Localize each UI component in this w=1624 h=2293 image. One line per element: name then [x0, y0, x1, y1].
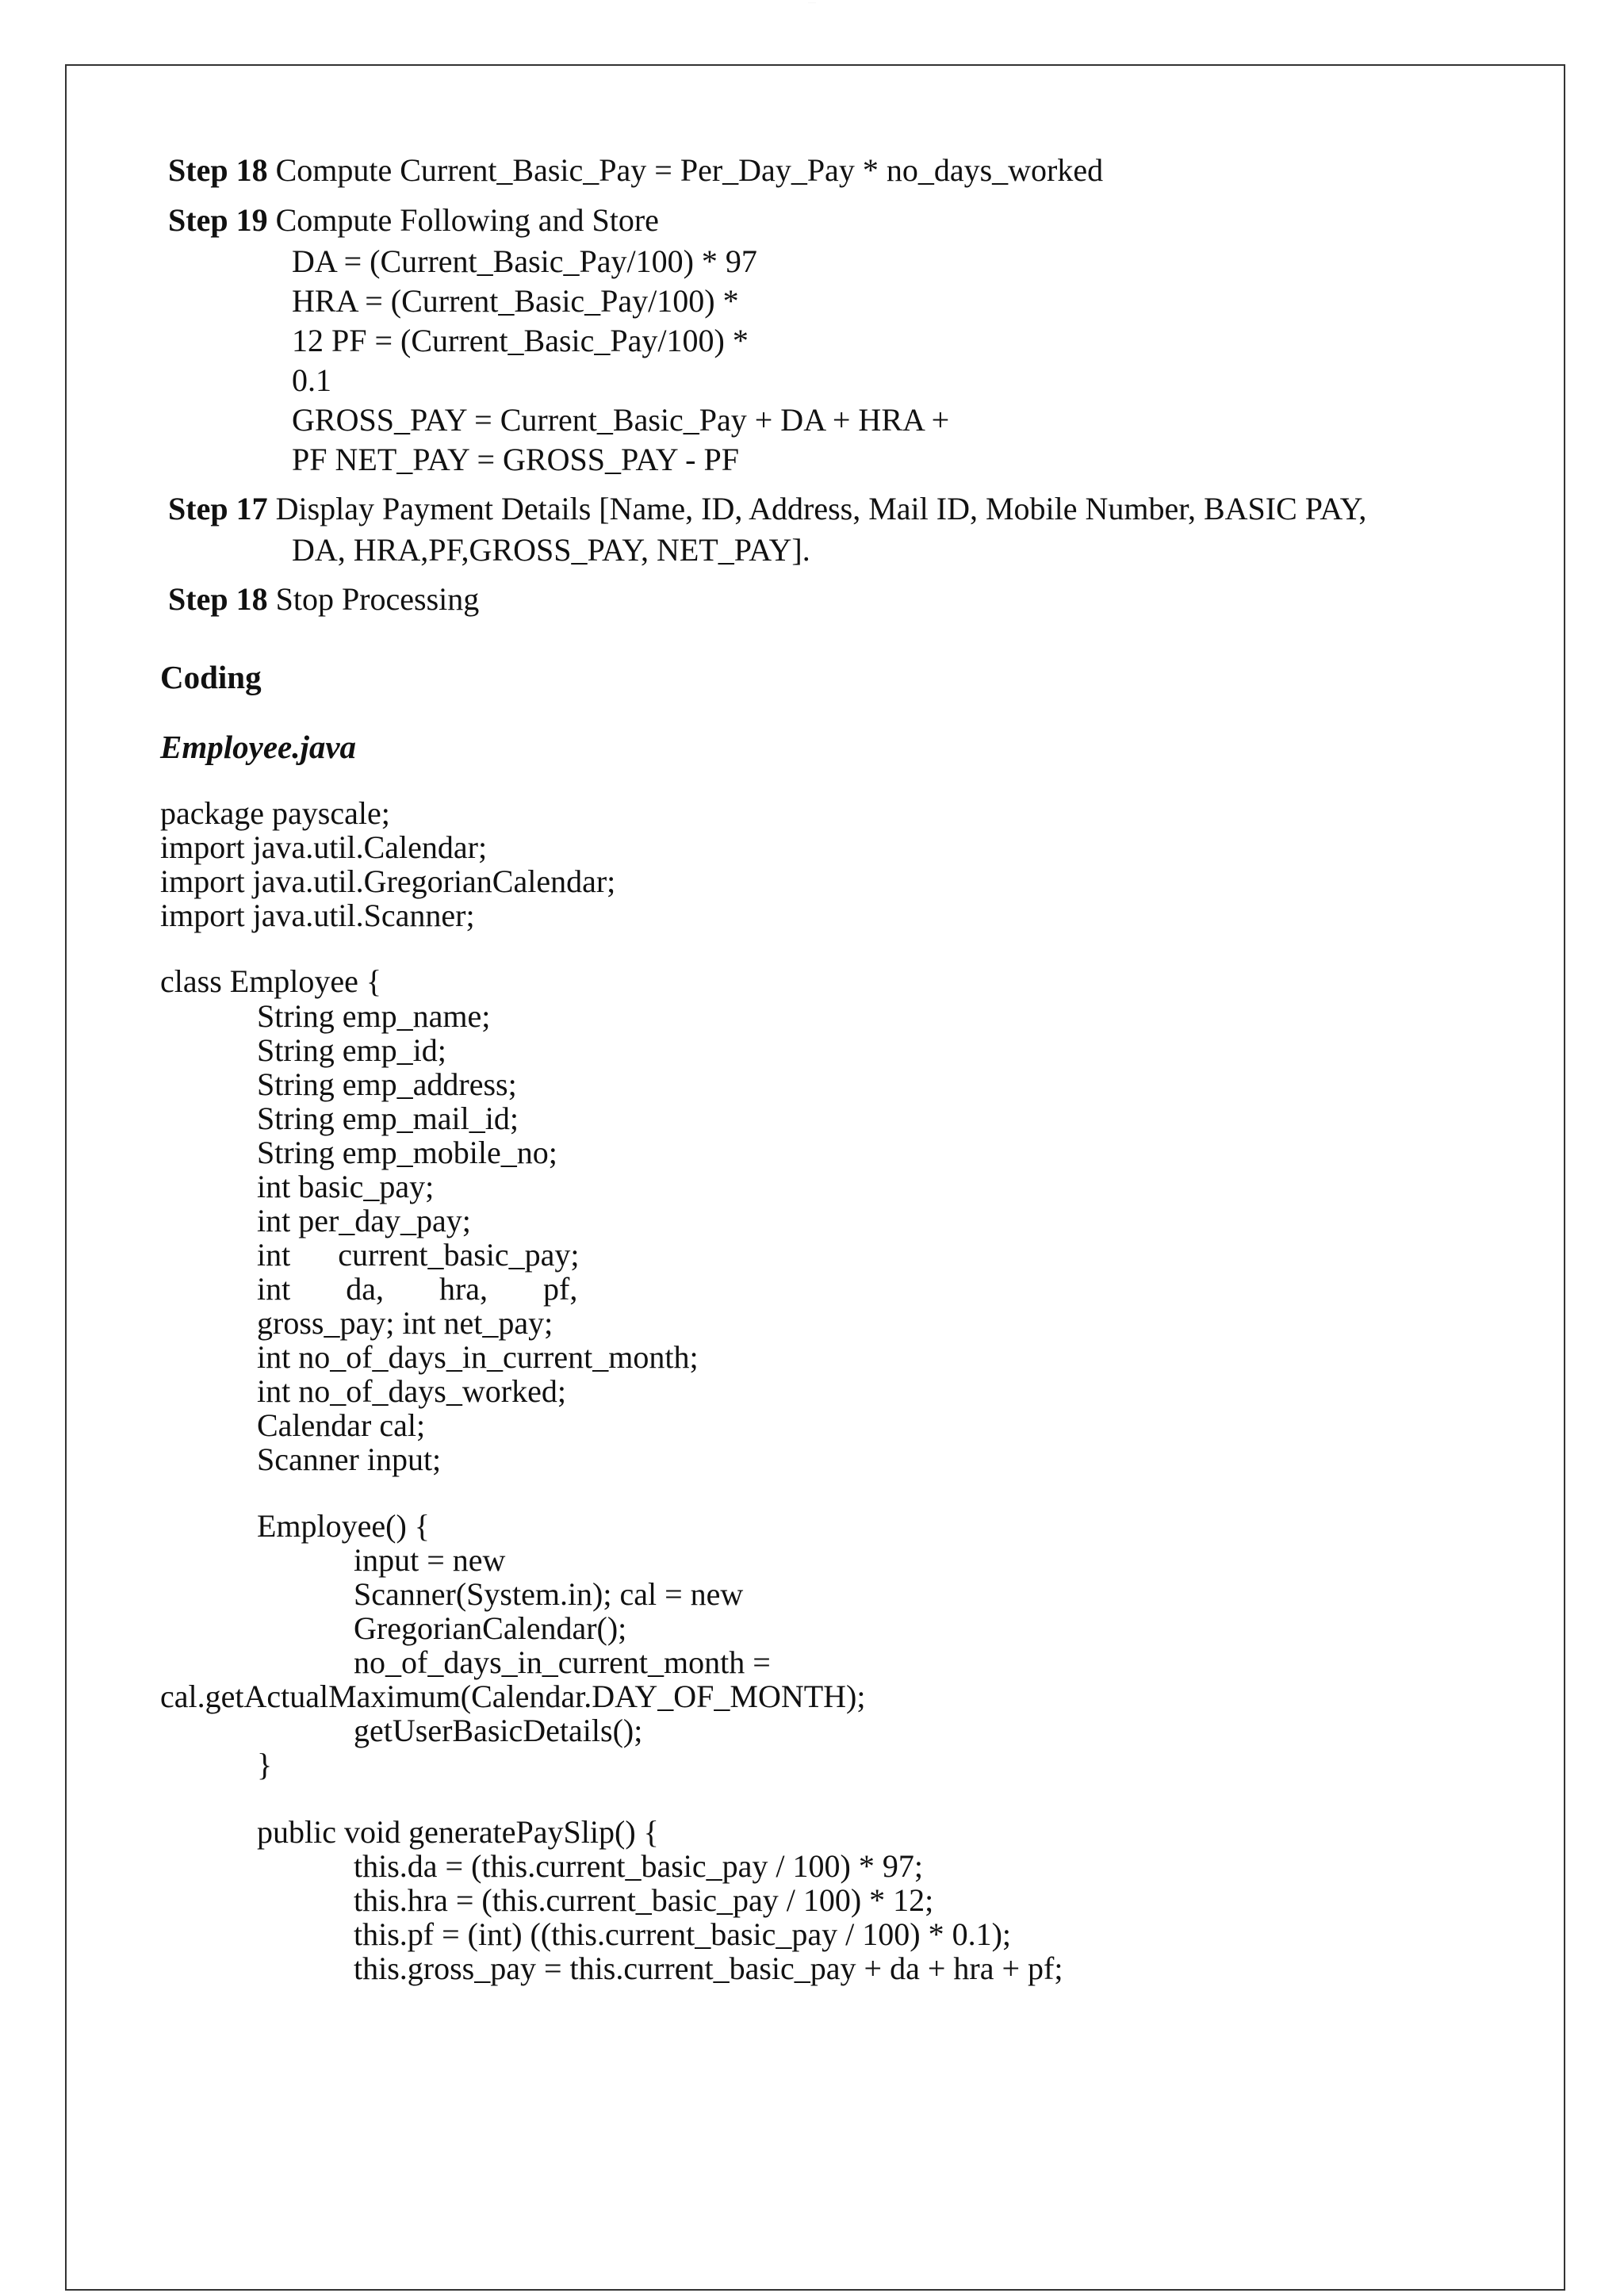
- formula-line: HRA = (Current_Basic_Pay/100) *: [292, 283, 739, 319]
- code-line: Scanner(System.in); cal = new: [354, 1576, 744, 1612]
- page-header-mark: ··········: [808, 1, 816, 4]
- code-line: gross_pay; int net_pay;: [257, 1305, 553, 1341]
- step-label: Step 18: [168, 152, 268, 188]
- code-line: no_of_days_in_current_month =: [354, 1644, 771, 1680]
- step-17-line: [168, 490, 1366, 528]
- step-label: Step 17: [168, 491, 268, 526]
- code-line: String emp_mail_id;: [257, 1101, 519, 1136]
- code-line: String emp_mobile_no;: [257, 1135, 557, 1170]
- code-line: this.gross_pay = this.current_basic_pay + da + hra + pf;: [354, 1950, 1063, 1986]
- code-line: import java.util.GregorianCalendar;: [160, 863, 616, 899]
- code-line: input = new: [354, 1542, 506, 1578]
- code-line: package payscale;: [160, 795, 390, 831]
- code-line: int basic_pay;: [257, 1169, 435, 1204]
- file-heading: Employee.java: [160, 729, 357, 765]
- formula-line: GROSS_PAY = Current_Basic_Pay + DA + HRA +: [292, 402, 950, 438]
- code-line: int no_of_days_worked;: [257, 1373, 566, 1409]
- code-line: int da, hra, pf,: [257, 1271, 578, 1307]
- step-label: Step 18: [168, 581, 268, 617]
- code-line: GregorianCalendar();: [354, 1610, 627, 1646]
- formula-line: 0.1: [292, 362, 331, 398]
- step-text: Compute Current_Basic_Pay = Per_Day_Pay * no_days_worked: [267, 152, 1104, 188]
- code-line: String emp_address;: [257, 1066, 517, 1102]
- code-line: String emp_id;: [257, 1032, 446, 1068]
- code-line: getUserBasicDetails();: [354, 1713, 643, 1748]
- step-text: Compute Following and Store: [267, 202, 659, 238]
- code-line: this.hra = (this.current_basic_pay / 100) * 12;: [354, 1882, 934, 1918]
- code-line: int current_basic_pay;: [257, 1237, 580, 1273]
- step-text: Stop Processing: [267, 581, 480, 617]
- code-line: Scanner input;: [257, 1441, 442, 1477]
- code-line: Calendar cal;: [257, 1407, 426, 1443]
- formula-line: DA = (Current_Basic_Pay/100) * 97: [292, 243, 757, 279]
- code-line: }: [257, 1747, 273, 1782]
- code-line: this.pf = (int) ((this.current_basic_pay / 100) * 0.1);: [354, 1916, 1012, 1952]
- step-text: Display Payment Details [Name, ID, Address, Mail ID, Mobile Number, BASIC PAY,: [267, 491, 1367, 526]
- code-line: String emp_name;: [257, 998, 491, 1034]
- code-line: import java.util.Scanner;: [160, 898, 475, 933]
- code-line: public void generatePaySlip() {: [257, 1814, 659, 1850]
- code-line: int per_day_pay;: [257, 1203, 471, 1238]
- step-18-stop-line: [168, 580, 479, 618]
- formula-line: PF NET_PAY = GROSS_PAY - PF: [292, 442, 739, 477]
- code-line: class Employee {: [160, 963, 382, 999]
- step-18-line: [168, 151, 1103, 189]
- step-17-continuation: DA, HRA,PF,GROSS_PAY, NET_PAY].: [292, 532, 810, 568]
- code-line: cal.getActualMaximum(Calendar.DAY_OF_MONTH);: [160, 1679, 866, 1714]
- code-line: import java.util.Calendar;: [160, 829, 488, 865]
- coding-heading: Coding: [160, 659, 262, 695]
- step-label: Step 19: [168, 202, 268, 238]
- code-line: int no_of_days_in_current_month;: [257, 1339, 699, 1375]
- code-line: Employee() {: [257, 1508, 431, 1544]
- code-line: this.da = (this.current_basic_pay / 100) * 97;: [354, 1848, 923, 1884]
- step-19-line: [168, 201, 659, 239]
- formula-line: 12 PF = (Current_Basic_Pay/100) *: [292, 323, 749, 358]
